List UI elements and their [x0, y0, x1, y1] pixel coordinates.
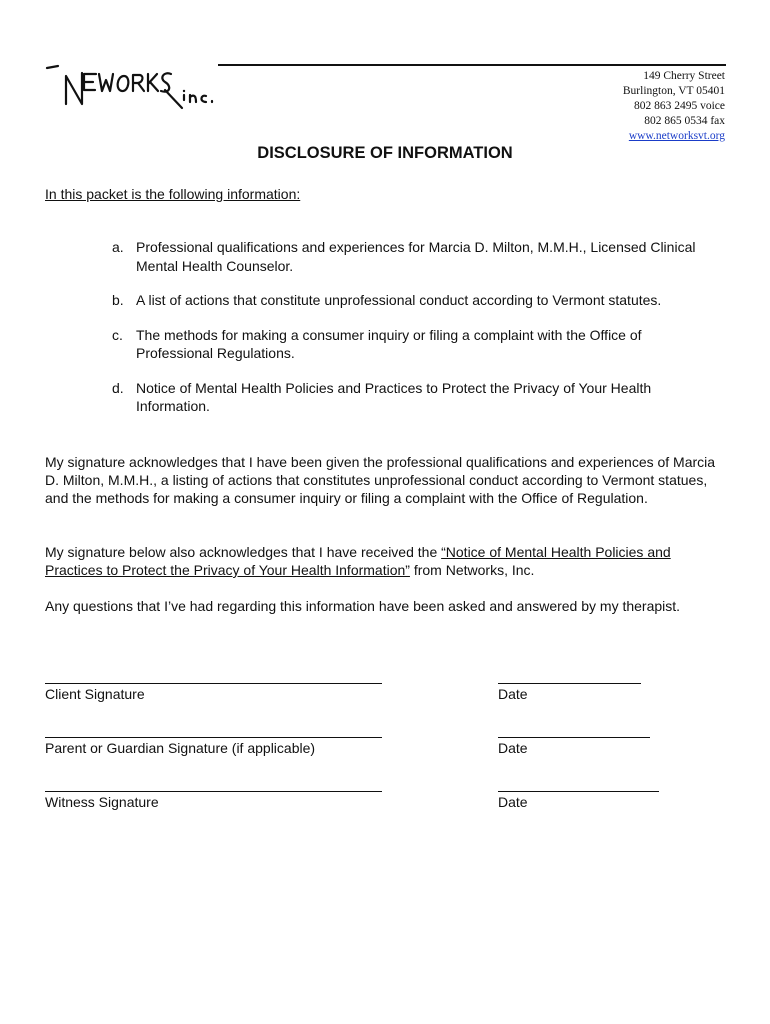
- notice-title: “Notice of Mental Health Policies and Practices to Protect the Privacy of Your Health Information”: [45, 544, 671, 578]
- witness-signature-line[interactable]: [45, 791, 382, 792]
- address-block: [623, 69, 725, 144]
- guardian-signature-line[interactable]: [45, 737, 382, 738]
- acknowledgement-paragraph-2: [45, 543, 725, 579]
- witness-date-label: Date: [498, 794, 528, 810]
- witness-signature-label: Witness Signature: [45, 794, 159, 810]
- list-item: [112, 291, 722, 310]
- list-marker: b.: [112, 292, 124, 308]
- info-list: [112, 238, 722, 432]
- list-marker: d.: [112, 379, 124, 396]
- list-marker: a.: [112, 239, 124, 255]
- address-street: 149 Cherry Street: [643, 70, 725, 82]
- networks-logo: [44, 60, 219, 116]
- acknowledgement-paragraph-3: Any questions that I’ve had regarding this information have been asked and answered by my therapist.: [45, 598, 681, 614]
- list-item: [112, 238, 722, 275]
- ack2-prefix: My signature below also acknowledges that I have received the: [45, 544, 442, 560]
- client-date-label: Date: [498, 686, 528, 702]
- client-signature-line[interactable]: [45, 683, 382, 684]
- list-marker: c.: [112, 326, 123, 343]
- list-item: [112, 379, 722, 416]
- website-link[interactable]: www.networksvt.org: [628, 130, 725, 142]
- intro-text: In this packet is the following information:: [45, 186, 301, 202]
- client-date-line[interactable]: [498, 683, 641, 684]
- list-item-text: The methods for making a consumer inquiry or filing a complaint with the Office of Professional Regulations.: [136, 326, 642, 361]
- list-item-text: A list of actions that constitute unprofessional conduct according to Vermont statutes.: [136, 292, 662, 308]
- client-signature-label: Client Signature: [45, 686, 145, 702]
- guardian-date-line[interactable]: [498, 737, 650, 738]
- list-item-text: Notice of Mental Health Policies and Practices to Protect the Privacy of Your Health Information.: [136, 379, 652, 414]
- witness-date-line[interactable]: [498, 791, 659, 792]
- networks-logo-icon: [44, 60, 219, 116]
- acknowledgement-paragraph-1: My signature acknowledges that I have been given the professional qualifications and experiences of Marcia D. Milton, M.M.H., a listing of actions that constitutes unprofessional conduct according to Vermont statues, and the methods for making a consumer inquiry or filing a complaint with the Office of Regulation.: [45, 454, 716, 506]
- address-voice: 802 863 2495 voice: [633, 100, 725, 112]
- guardian-signature-label: Parent or Guardian Signature (if applicable): [45, 740, 316, 756]
- header-rule: [218, 64, 726, 66]
- list-item-text: Professional qualifications and experiences for Marcia D. Milton, M.M.H., Licensed Clinical Mental Health Counselor.: [136, 239, 696, 274]
- ack2-suffix: from Networks, Inc.: [409, 562, 535, 578]
- address-city: Burlington, VT 05401: [622, 85, 725, 97]
- address-fax: 802 865 0534 fax: [644, 115, 725, 127]
- list-item: [112, 326, 722, 363]
- guardian-date-label: Date: [498, 740, 528, 756]
- page-title: DISCLOSURE OF INFORMATION: [257, 144, 513, 162]
